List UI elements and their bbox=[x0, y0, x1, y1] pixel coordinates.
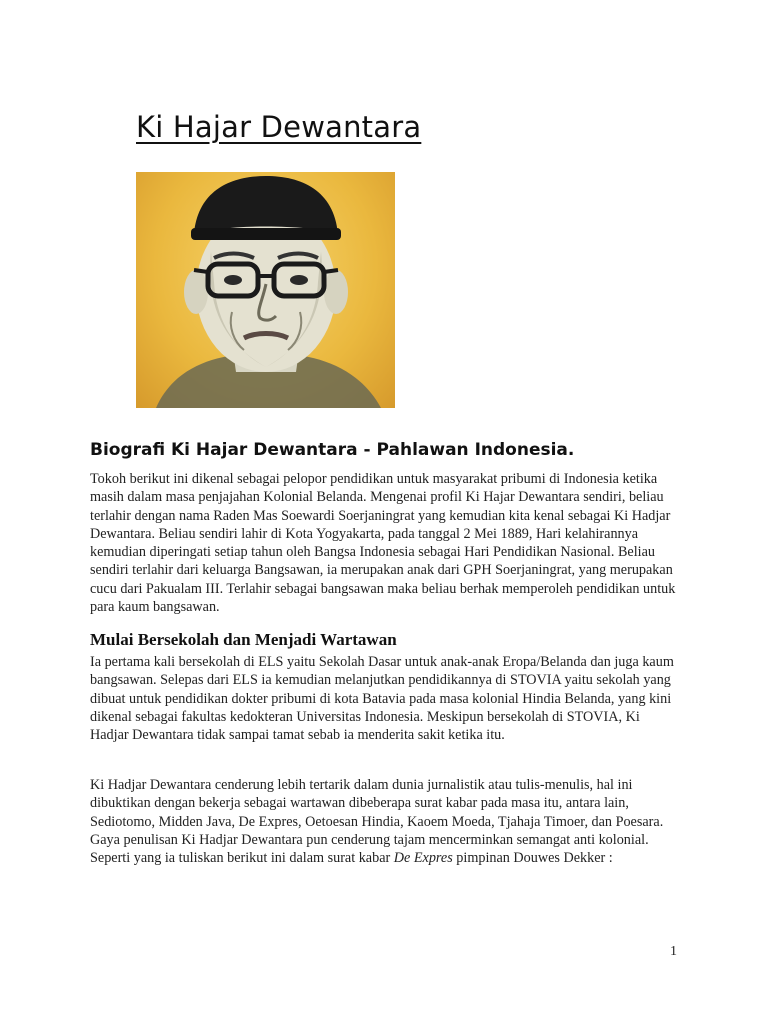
newspaper-name: De Expres bbox=[393, 850, 453, 867]
paragraph-intro: Tokoh berikut ini dikenal sebagai pelopor pendidikan untuk masyarakat pribumi di Indonesia ketika masih dalam masa penjajahan Kolonial Belanda. Mengenai profil Ki Hajar Dewantara sendiri, beliau terlahir dengan nama Raden Mas Soewardi Soerjaningrat yang kemudian kita kenal sebagai Ki Hadjar Dewantara. Beliau sendiri lahir di Kota Yogyakarta, pada tanggal 2 Mei 1889, Hari kelahirannya kemudian diperingati setiap tahun oleh Bangsa Indonesia sebagai Hari Pendidikan Nasional. Beliau sendiri terlahir dari keluarga Bangsawan, ia merupakan anak dari GPH Soerjaningrat, yang merupakan cucu dari Pakualam III. Terlahir sebagai bangsawan maka beliau berhak memperoleh pendidikan untuk para kaum bangsawan. bbox=[90, 471, 676, 616]
portrait-image bbox=[136, 172, 395, 408]
paragraph-education: Ia pertama kali bersekolah di ELS yaitu Sekolah Dasar untuk anak-anak Eropa/Belanda dan juga kaum bangsawan. Selepas dari ELS ia kemudian melanjutkan pendidikannya di STOVIA yaitu sekolah yang dibuat untuk pendidikan dokter pribumi di kota Batavia pada masa kolonial Hindia Belanda, yang kini dikenal sebagai fakultas kedokteran Universitas Indonesia. Meskipun bersekolah di STOVIA, Ki Hadjar Dewantara tidak sampai tamat sebab ia menderita sakit ketika itu. bbox=[90, 654, 674, 744]
paragraph-journalism-text: Ki Hadjar Dewantara cenderung lebih tertarik dalam dunia jurnalistik atau tulis-menulis, hal ini dibuktikan dengan bekerja sebagai wartawan dibeberapa surat kabar pada masa itu, antara lain, Sediotomo, Midden Java, De Expres, Oetoesan Hindia, Kaoem Moeda, Tjahaja Timoer, dan Poesara. Gaya penulisan Ki Hadjar Dewantara pun cenderung tajam mencerminkan semangat anti kolonial. Seperti yang ia tuliskan berikut ini dalam surat kabar bbox=[90, 777, 664, 867]
subsection-heading: Mulai Bersekolah dan Menjadi Wartawan bbox=[90, 630, 397, 649]
document-title: Ki Hajar Dewantara bbox=[136, 110, 422, 144]
section-heading: Biografi Ki Hajar Dewantara - Pahlawan Indonesia. bbox=[90, 440, 575, 460]
page-number: 1 bbox=[670, 944, 677, 959]
paragraph-journalism-end: pimpinan Douwes Dekker : bbox=[452, 850, 613, 867]
portrait-illustration bbox=[136, 172, 395, 408]
paragraph-journalism bbox=[90, 776, 680, 867]
